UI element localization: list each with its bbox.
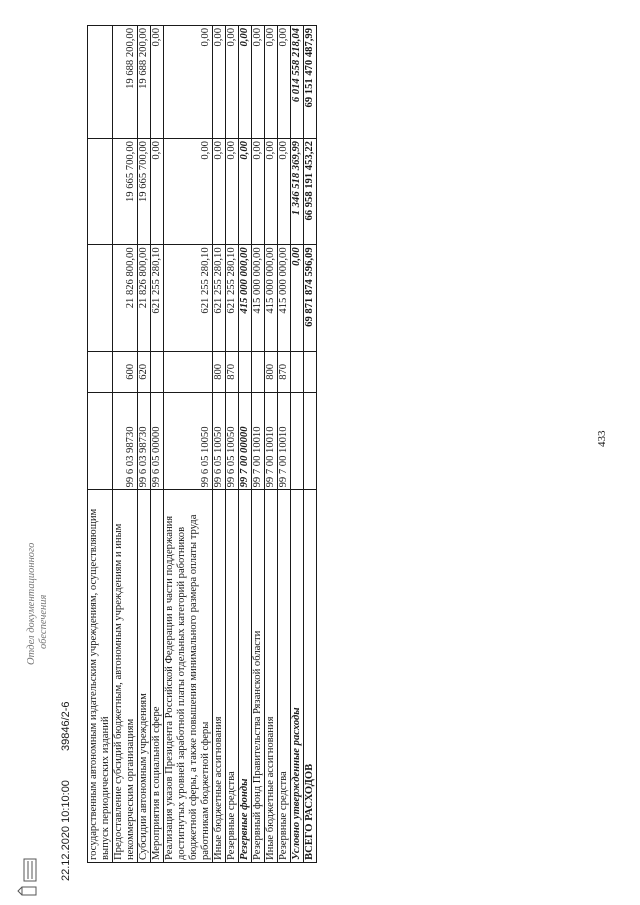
row-value-2021: 415 000 000,00 bbox=[239, 245, 252, 351]
stamp-line-2: обеспечения bbox=[38, 594, 49, 649]
table-row bbox=[88, 26, 113, 863]
row-name: Реализация указов Президента Российской Федерации в части поддержания достигнутых уровней заработной платы отдельных категорий работников бюджетной сферы, а также повышения минимального размера оплаты труда работникам бюджетной сферы bbox=[164, 490, 213, 863]
row-expense-type: 800 bbox=[265, 351, 278, 392]
row-value-2023 bbox=[88, 26, 113, 139]
row-expense-type: 600 bbox=[113, 351, 138, 392]
table-row bbox=[252, 26, 265, 863]
table-row bbox=[239, 26, 252, 863]
row-value-2021: 621 255 280,10 bbox=[226, 245, 239, 351]
table-row bbox=[213, 26, 226, 863]
row-code: 99 6 05 10050 bbox=[226, 393, 239, 490]
row-value-2021: 415 000 000,00 bbox=[278, 245, 291, 351]
row-name: Резервные средства bbox=[226, 490, 239, 863]
emblem-logo bbox=[16, 855, 40, 897]
row-code: 99 6 05 10050 bbox=[164, 393, 213, 490]
row-name: Предоставление субсидий бюджетным, автономным учреждениям и иным некоммерческим организациям bbox=[113, 490, 138, 863]
row-name: Резервный фонд Правительства Рязанской области bbox=[252, 490, 265, 863]
row-expense-type bbox=[252, 351, 265, 392]
row-value-2021: 621 255 280,10 bbox=[151, 245, 164, 351]
row-expense-type: 800 bbox=[213, 351, 226, 392]
row-value-2021: 69 871 874 596,09 bbox=[304, 245, 317, 351]
row-name: Условно утвержденные расходы bbox=[291, 490, 304, 863]
row-code bbox=[304, 393, 317, 490]
row-value-2023: 0,00 bbox=[252, 26, 265, 139]
row-value-2021: 621 255 280,10 bbox=[213, 245, 226, 351]
row-value-2023: 0,00 bbox=[265, 26, 278, 139]
row-value-2022: 0,00 bbox=[265, 139, 278, 245]
row-expense-type bbox=[164, 351, 213, 392]
table-row bbox=[278, 26, 291, 863]
row-code: 99 6 05 00000 bbox=[151, 393, 164, 490]
row-value-2023: 19 688 200,00 bbox=[113, 26, 138, 139]
row-value-2022: 0,00 bbox=[278, 139, 291, 245]
row-value-2021: 621 255 280,10 bbox=[164, 245, 213, 351]
row-value-2022: 0,00 bbox=[151, 139, 164, 245]
footer bbox=[60, 675, 72, 881]
footer-doc-code: 39846/2-6 bbox=[60, 701, 72, 751]
row-value-2023: 0,00 bbox=[226, 26, 239, 139]
row-expense-type bbox=[304, 351, 317, 392]
table-row bbox=[226, 26, 239, 863]
row-name: государственным автономным издательским учреждениям, осуществляющим выпуск периодических изданий bbox=[88, 490, 113, 863]
row-code bbox=[88, 393, 113, 490]
row-value-2022: 66 958 191 453,22 bbox=[304, 139, 317, 245]
row-expense-type bbox=[151, 351, 164, 392]
row-value-2021: 0,00 bbox=[291, 245, 304, 351]
row-name: Мероприятия в социальной сфере bbox=[151, 490, 164, 863]
row-name: Иные бюджетные ассигнования bbox=[265, 490, 278, 863]
row-value-2023: 0,00 bbox=[164, 26, 213, 139]
table-row bbox=[291, 26, 304, 863]
row-code: 99 7 00 10010 bbox=[252, 393, 265, 490]
row-value-2022: 1 346 518 369,99 bbox=[291, 139, 304, 245]
row-value-2021: 415 000 000,00 bbox=[252, 245, 265, 351]
row-value-2023: 69 151 470 487,99 bbox=[304, 26, 317, 139]
row-name: Резервные фонды bbox=[239, 490, 252, 863]
row-expense-type: 870 bbox=[226, 351, 239, 392]
row-value-2021 bbox=[88, 245, 113, 351]
department-stamp bbox=[26, 543, 50, 665]
table-row bbox=[304, 26, 317, 863]
row-name: ВСЕГО РАСХОДОВ bbox=[304, 490, 317, 863]
row-code bbox=[291, 393, 304, 490]
row-name: Субсидии автономным учреждениям bbox=[138, 490, 151, 863]
table-row bbox=[138, 26, 151, 863]
table-row bbox=[265, 26, 278, 863]
row-code: 99 7 00 00000 bbox=[239, 393, 252, 490]
row-name: Резервные средства bbox=[278, 490, 291, 863]
stamp-line-1: Отдел документационного bbox=[26, 542, 37, 665]
row-value-2023: 19 688 200,00 bbox=[138, 26, 151, 139]
row-value-2022: 0,00 bbox=[239, 139, 252, 245]
row-expense-type bbox=[239, 351, 252, 392]
row-code: 99 7 00 10010 bbox=[278, 393, 291, 490]
expenses-table bbox=[87, 25, 317, 863]
row-expense-type bbox=[291, 351, 304, 392]
row-value-2023: 0,00 bbox=[278, 26, 291, 139]
row-expense-type: 620 bbox=[138, 351, 151, 392]
footer-datetime: 22.12.2020 10:10:00 bbox=[60, 780, 72, 881]
row-value-2022: 0,00 bbox=[252, 139, 265, 245]
table-row bbox=[113, 26, 138, 863]
row-code: 99 6 03 98730 bbox=[138, 393, 151, 490]
table-row bbox=[164, 26, 213, 863]
row-value-2023: 0,00 bbox=[213, 26, 226, 139]
row-name: Иные бюджетные ассигнования bbox=[213, 490, 226, 863]
row-value-2022 bbox=[88, 139, 113, 245]
page-number: 433 bbox=[596, 430, 608, 447]
row-expense-type bbox=[88, 351, 113, 392]
row-value-2022: 19 665 700,00 bbox=[113, 139, 138, 245]
row-value-2021: 21 826 800,00 bbox=[113, 245, 138, 351]
row-value-2022: 0,00 bbox=[164, 139, 213, 245]
row-value-2023: 0,00 bbox=[151, 26, 164, 139]
row-value-2023: 0,00 bbox=[239, 26, 252, 139]
row-value-2023: 6 014 558 218,04 bbox=[291, 26, 304, 139]
row-value-2021: 21 826 800,00 bbox=[138, 245, 151, 351]
row-value-2022: 0,00 bbox=[226, 139, 239, 245]
row-expense-type: 870 bbox=[278, 351, 291, 392]
row-value-2021: 415 000 000,00 bbox=[265, 245, 278, 351]
row-code: 99 6 03 98730 bbox=[113, 393, 138, 490]
row-code: 99 7 00 10010 bbox=[265, 393, 278, 490]
row-code: 99 6 05 10050 bbox=[213, 393, 226, 490]
row-value-2022: 0,00 bbox=[213, 139, 226, 245]
table-row bbox=[151, 26, 164, 863]
row-value-2022: 19 665 700,00 bbox=[138, 139, 151, 245]
